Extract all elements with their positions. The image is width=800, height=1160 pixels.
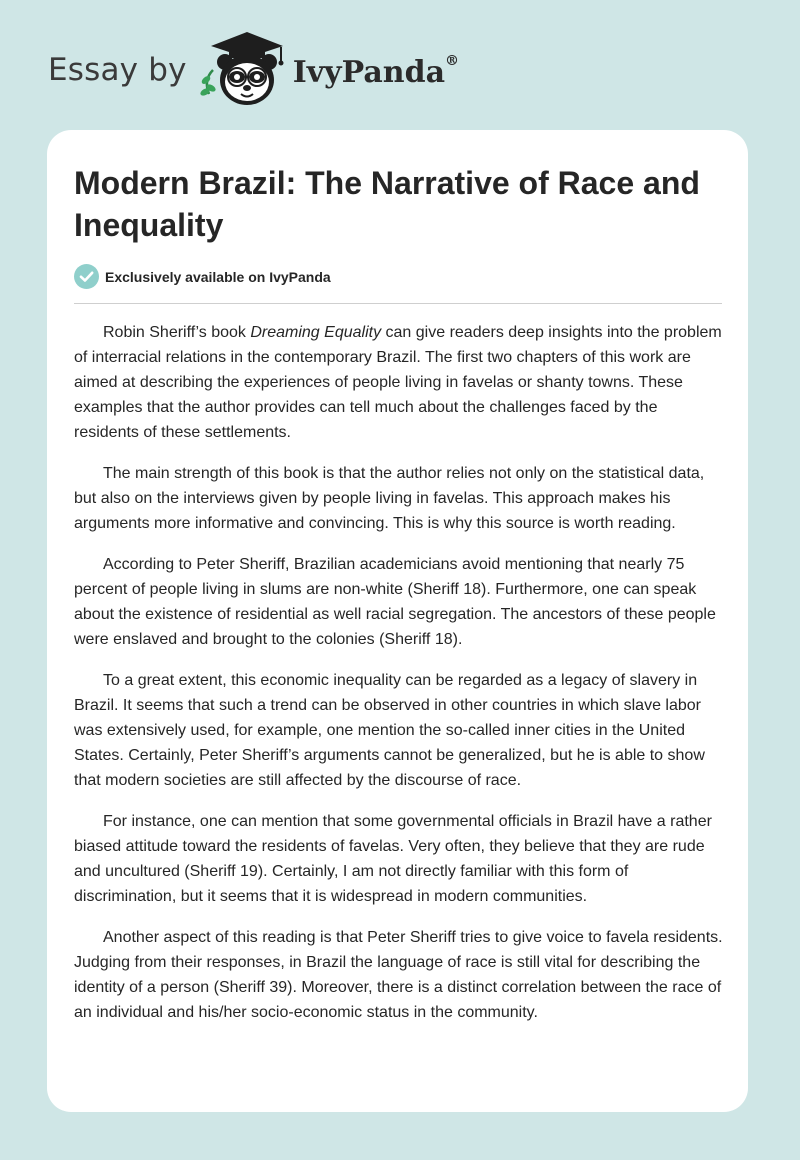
title-divider xyxy=(74,303,722,304)
exclusive-badge xyxy=(74,264,331,289)
brand-name[interactable] xyxy=(292,52,460,90)
essay-body xyxy=(74,320,726,1041)
paragraph-1-lead: Robin Sheriff’s book xyxy=(103,324,251,341)
paragraph-6: Another aspect of this reading is that Peter Sheriff tries to give voice to favela residents. Judging from their responses, in Brazil the language of race is still vital for describing the identity of a person (Sheriff 39). Moreover, there is a distinct correlation between the race of an individual and his/her socio-economic status in the community. xyxy=(74,929,723,1021)
essay-card xyxy=(47,130,748,1112)
paragraph-3: According to Peter Sheriff, Brazilian academicians avoid mentioning that nearly 75 percent of people living in slums are non-white (Sheriff 18). Furthermore, one can speak about the existence of residential as well racial segregation. The ancestors of these people were enslaved and brought to the colonies (Sheriff 18). xyxy=(74,556,716,648)
book-title: Dreaming Equality xyxy=(250,324,382,341)
paragraph-1-rest: can give readers deep insights into the problem of interracial relations in the contemporary Brazil. The first two chapters of this work are aimed at describing the experiences of people living in favelas or shanty towns. These examples that the author provides can tell much about the challenges faced by the residents of these settlements. xyxy=(74,324,722,441)
essay-title: Modern Brazil: The Narrative of Race and Inequality xyxy=(74,165,700,243)
paragraph-1 xyxy=(74,320,726,445)
brand-name-text: IvyPanda xyxy=(292,54,446,90)
paragraph-4: To a great extent, this economic inequality can be regarded as a legacy of slavery in Brazil. It seems that such a trend can be observed in other countries in which slave labor was extensively used, for example, one mention the so-called inner cities in the United States. Certainly, Peter Sheriff’s arguments cannot be generalized, but he is able to show that modern societies are still affected by the discourse of race. xyxy=(74,672,705,789)
panda-graduation-cap-icon xyxy=(197,28,289,112)
essay-by-label: Essay by xyxy=(48,52,187,88)
trademark-symbol: ® xyxy=(445,52,460,69)
paragraph-5: For instance, one can mention that some governmental officials in Brazil have a rather biased attitude toward the residents of favelas. Very often, they believe that they are rude and uncultured (Sheriff 19). Certainly, I am not directly familiar with this form of discrimination, but it seems that it is widespread in modern communities. xyxy=(74,813,712,905)
check-circle-icon xyxy=(74,264,99,289)
exclusive-badge-label: Exclusively available on IvyPanda xyxy=(105,268,331,285)
paragraph-2: The main strength of this book is that the author relies not only on the statistical data, but also on the interviews given by people living in favelas. This approach makes his arguments more informative and convincing. This is why this source is worth reading. xyxy=(74,465,705,532)
site-header xyxy=(48,28,459,112)
